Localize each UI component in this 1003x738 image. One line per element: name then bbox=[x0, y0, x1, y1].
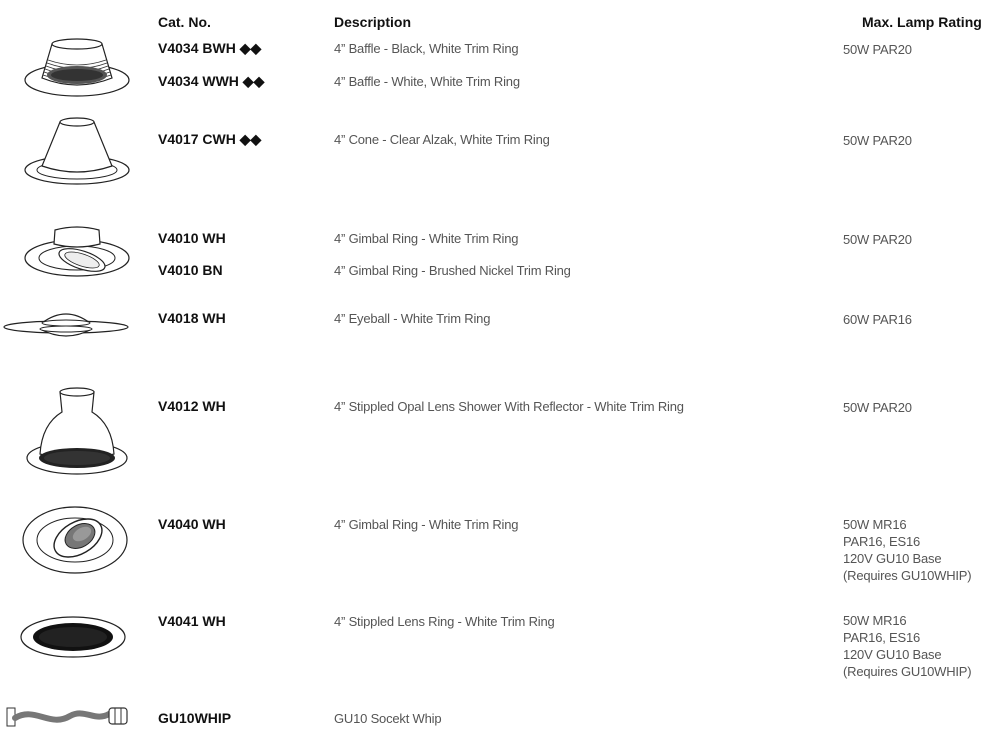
desc-v4040-wh: 4” Gimbal Ring - White Trim Ring bbox=[334, 517, 519, 532]
eyeball-trim-icon bbox=[0, 305, 132, 345]
rating-v4012-wh: 50W PAR20 bbox=[843, 400, 912, 415]
cat-no-v4012-wh: V4012 WH bbox=[158, 398, 226, 414]
rating-v4034-bwh: 50W PAR20 bbox=[843, 42, 912, 57]
stippled-lens-icon bbox=[18, 612, 128, 662]
rating-v4041-wh bbox=[843, 612, 971, 680]
cat-no-v4034-bwh: V4034 BWH ◆◆ bbox=[158, 40, 262, 56]
rating-v4010-wh: 50W PAR20 bbox=[843, 232, 912, 247]
shower-lens-trim-icon bbox=[22, 382, 132, 477]
desc-v4034-wwh: 4” Baffle - White, White Trim Ring bbox=[334, 74, 520, 89]
desc-v4010-bn: 4” Gimbal Ring - Brushed Nickel Trim Ring bbox=[334, 263, 571, 278]
cat-no-v4041-wh: V4041 WH bbox=[158, 613, 226, 629]
header-max-lamp-rating: Max. Lamp Rating bbox=[862, 14, 982, 30]
desc-v4018-wh: 4” Eyeball - White Trim Ring bbox=[334, 311, 491, 326]
rating-line: 120V GU10 Base bbox=[843, 551, 942, 566]
cat-no-v4017-cwh: V4017 CWH ◆◆ bbox=[158, 131, 262, 147]
rating-line: PAR16, ES16 bbox=[843, 630, 921, 645]
rating-v4018-wh: 60W PAR16 bbox=[843, 312, 912, 327]
rating-line: 50W MR16 bbox=[843, 517, 907, 532]
desc-v4017-cwh: 4” Cone - Clear Alzak, White Trim Ring bbox=[334, 132, 550, 147]
cat-no-v4034-wwh: V4034 WWH ◆◆ bbox=[158, 73, 265, 89]
cat-no-gu10whip: GU10WHIP bbox=[158, 710, 232, 726]
socket-whip-icon bbox=[5, 700, 135, 730]
rating-v4040-wh bbox=[843, 516, 971, 584]
desc-v4010-wh: 4” Gimbal Ring - White Trim Ring bbox=[334, 231, 519, 246]
cat-no-v4040-wh: V4040 WH bbox=[158, 516, 226, 532]
desc-v4012-wh: 4” Stippled Opal Lens Shower With Reflector - White Trim Ring bbox=[334, 399, 684, 414]
header-cat-no: Cat. No. bbox=[158, 14, 211, 30]
rating-line: (Requires GU10WHIP) bbox=[843, 568, 972, 583]
cone-trim-icon bbox=[22, 112, 132, 187]
rating-line: 120V GU10 Base bbox=[843, 647, 942, 662]
rating-line: (Requires GU10WHIP) bbox=[843, 664, 972, 679]
desc-v4034-bwh: 4” Baffle - Black, White Trim Ring bbox=[334, 41, 519, 56]
rating-line: 50W MR16 bbox=[843, 613, 907, 628]
cat-no-v4010-wh: V4010 WH bbox=[158, 230, 226, 246]
gimbal-ring-icon bbox=[22, 222, 132, 282]
rating-v4017-cwh: 50W PAR20 bbox=[843, 133, 912, 148]
cat-no-v4010-bn: V4010 BN bbox=[158, 262, 223, 278]
desc-v4041-wh: 4” Stippled Lens Ring - White Trim Ring bbox=[334, 614, 555, 629]
mr16-gimbal-icon bbox=[20, 498, 130, 578]
header-description: Description bbox=[334, 14, 412, 30]
cat-no-v4018-wh: V4018 WH bbox=[158, 310, 226, 326]
rating-line: PAR16, ES16 bbox=[843, 534, 921, 549]
desc-gu10whip: GU10 Socekt Whip bbox=[334, 711, 442, 726]
baffle-trim-icon bbox=[22, 30, 132, 100]
